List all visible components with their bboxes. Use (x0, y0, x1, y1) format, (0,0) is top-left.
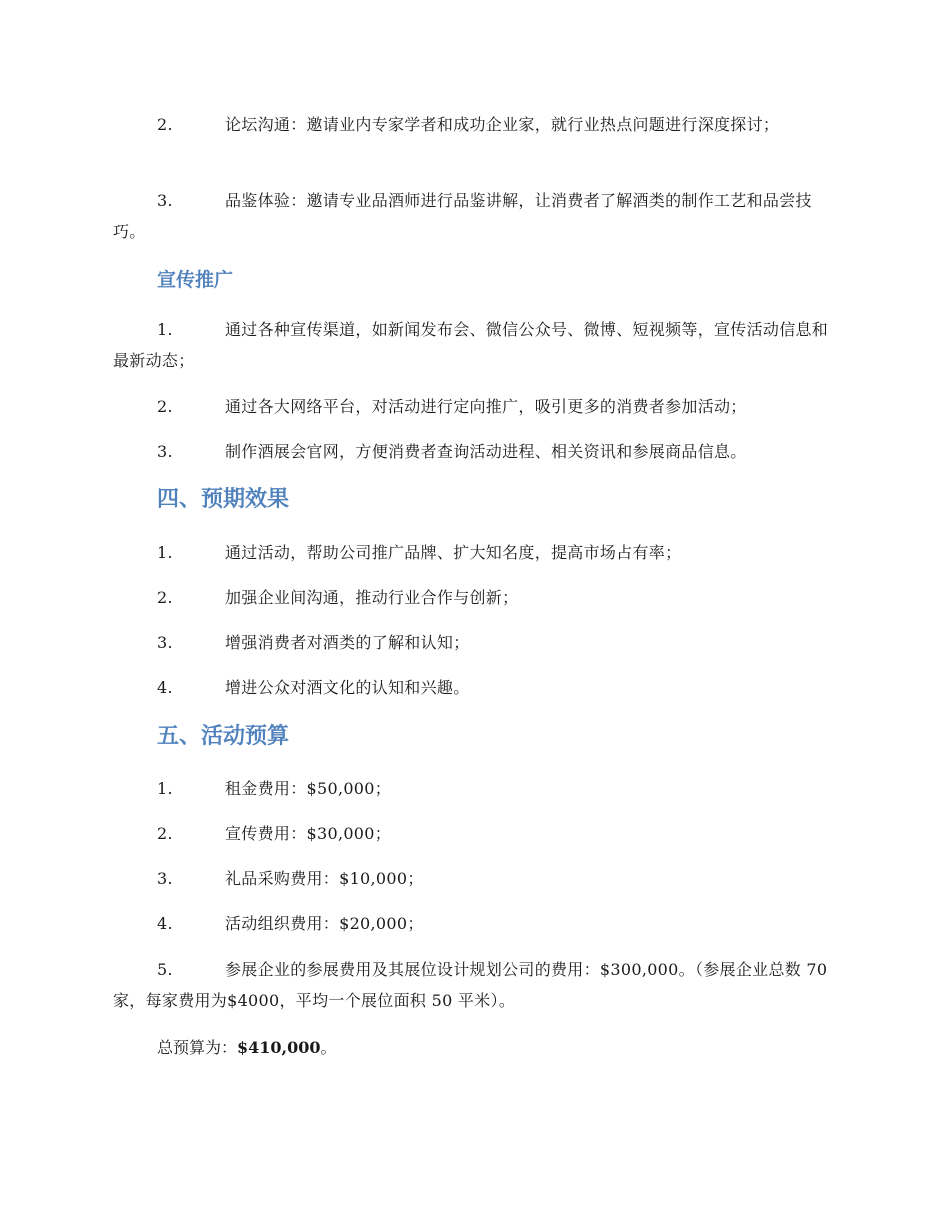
list-item-number: 3. (157, 191, 173, 210)
list-item-text: 活动组织费用：$20,000； (225, 914, 424, 933)
list-item-number: 4. (157, 914, 173, 933)
budget-total-label: 总预算为： (157, 1038, 238, 1057)
section-heading-promotion: 宣传推广 (157, 269, 234, 291)
budget-total-suffix: 。 (320, 1038, 337, 1057)
list-item (113, 863, 843, 894)
list-item-number: 3. (157, 442, 173, 461)
list-item (113, 954, 843, 1016)
list-item (113, 109, 843, 140)
list-item-text: 通过各大网络平台，对活动进行定向推广，吸引更多的消费者参加活动； (225, 397, 747, 416)
list-item (113, 314, 843, 376)
section-heading-effects: 四、预期效果 (157, 487, 290, 512)
list-item-text: 增进公众对酒文化的认知和兴趣。 (225, 678, 470, 697)
list-item-text: 制作酒展会官网，方便消费者查询活动进程、相关资讯和参展商品信息。 (225, 442, 747, 461)
list-item-number: 1. (157, 779, 173, 798)
list-item-text: 品鉴体验：邀请专业品酒师进行品鉴讲解，让消费者了解酒类的制作工艺和品尝技巧。 (113, 191, 812, 241)
list-item (113, 537, 843, 568)
list-item-number: 1. (157, 320, 173, 339)
list-item-text: 加强企业间沟通，推动行业合作与创新； (225, 588, 519, 607)
list-item-number: 3. (157, 869, 173, 888)
list-item-number: 4. (157, 678, 173, 697)
list-item-number: 1. (157, 543, 173, 562)
list-item-number: 5. (157, 960, 173, 979)
list-item-text: 宣传费用：$30,000； (225, 824, 392, 843)
list-item-text: 通过各种宣传渠道，如新闻发布会、微信公众号、微博、短视频等，宣传活动信息和最新动态； (113, 320, 829, 370)
list-item (113, 672, 843, 703)
list-item (113, 908, 843, 939)
list-item (113, 627, 843, 658)
budget-total (157, 1032, 337, 1063)
list-item (113, 391, 843, 422)
list-item-text: 租金费用：$50,000； (225, 779, 392, 798)
section-heading-budget: 五、活动预算 (157, 724, 290, 749)
list-item-number: 3. (157, 633, 173, 652)
list-item-number: 2. (157, 115, 173, 134)
list-item (113, 818, 843, 849)
list-item-text: 参展企业的参展费用及其展位设计规划公司的费用：$300,000。（参展企业总数 70 家，每家费用为$4000，平均一个展位面积 50 平米）。 (113, 960, 828, 1010)
list-item-text: 论坛沟通：邀请业内专家学者和成功企业家，就行业热点问题进行深度探讨； (225, 115, 780, 134)
list-item-text: 通过活动，帮助公司推广品牌、扩大知名度，提高市场占有率； (225, 543, 682, 562)
list-item (113, 436, 843, 467)
list-item (113, 185, 843, 247)
list-item-text: 礼品采购费用：$10,000； (225, 869, 424, 888)
list-item-number: 2. (157, 588, 173, 607)
budget-total-value: $410,000 (237, 1038, 321, 1057)
list-item-number: 2. (157, 397, 173, 416)
list-item-number: 2. (157, 824, 173, 843)
list-item (113, 582, 843, 613)
list-item (113, 773, 843, 804)
list-item-text: 增强消费者对酒类的了解和认知； (225, 633, 470, 652)
